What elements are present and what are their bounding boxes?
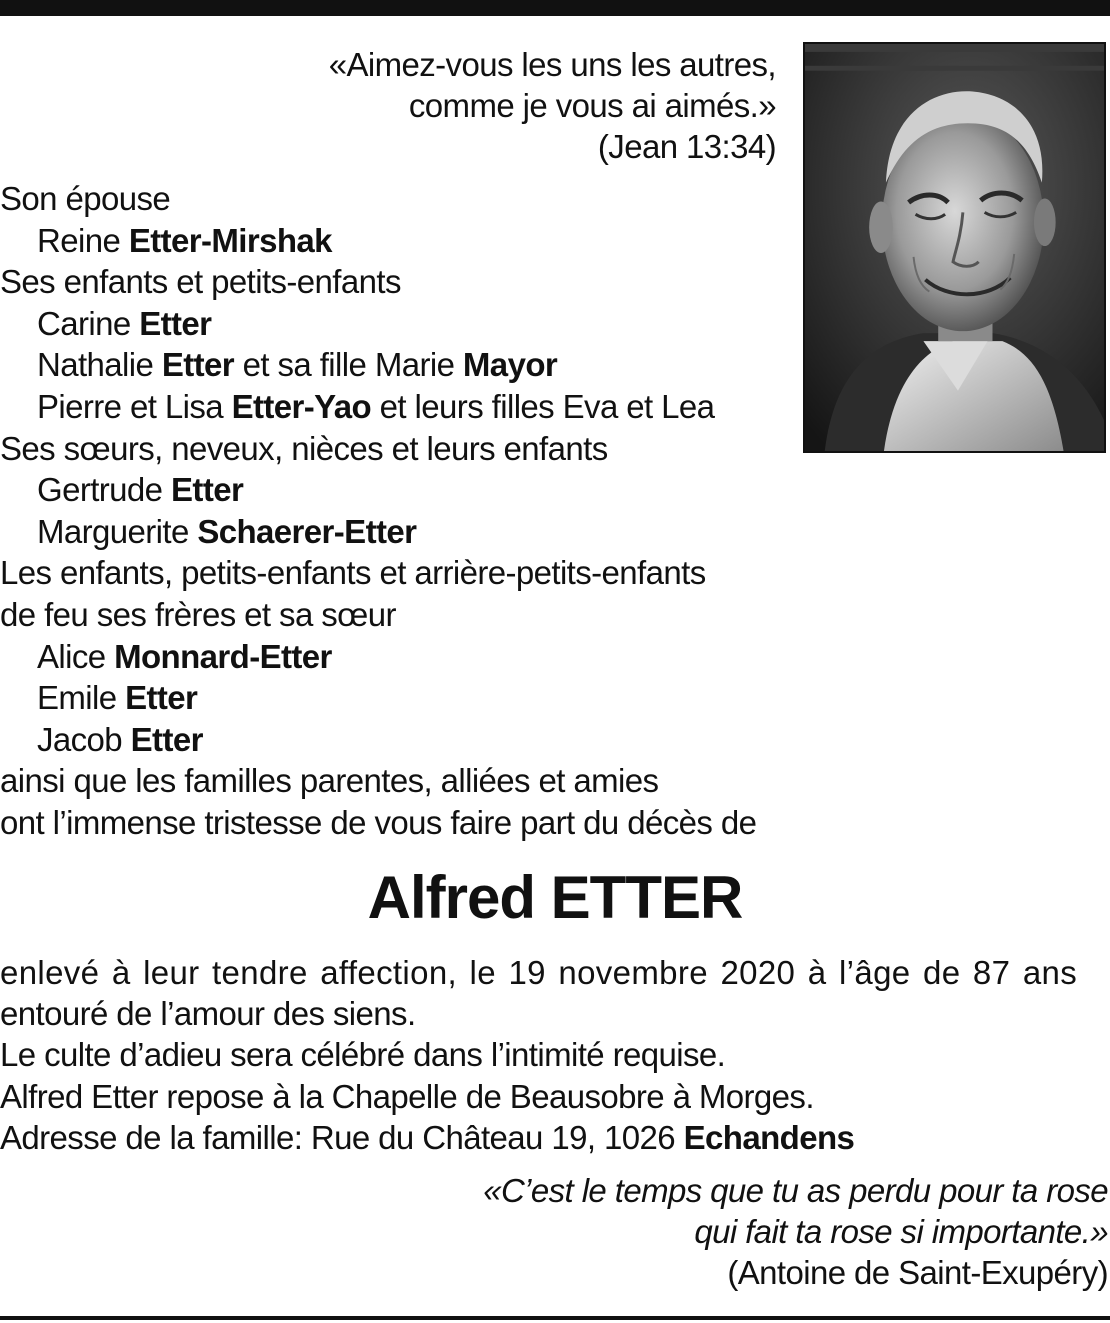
family-list	[0, 178, 756, 844]
portrait-icon	[805, 44, 1104, 451]
bible-verse	[329, 44, 776, 167]
closing-line: ainsi que les familles parentes, alliées et amies	[0, 762, 659, 800]
quote-line-1: «C’est le temps que tu as perdu pour ta rose	[483, 1172, 1108, 1209]
closing-quote	[483, 1170, 1108, 1293]
family-member: Emile Etter	[37, 679, 198, 717]
quote-author: (Antoine de Saint-Exupéry)	[727, 1254, 1108, 1291]
children-heading: Ses enfants et petits-enfants	[0, 263, 401, 301]
spouse-heading: Son épouse	[0, 180, 171, 217]
siblings-heading: Ses sœurs, neveux, nièces et leurs enfants	[0, 429, 608, 467]
quote-line-2: qui fait ta rose si importante.»	[694, 1213, 1108, 1250]
family-address: Adresse de la famille: Rue du Château 19, 1026 Echandens	[0, 1118, 855, 1156]
late-siblings-heading: Les enfants, petits-enfants et arrière-petits-enfants	[0, 554, 706, 592]
family-member: Pierre et Lisa Etter-Yao et leurs filles Eva et Lea	[37, 387, 715, 425]
closing-line: ont l’immense tristesse de vous faire part du décès de	[0, 803, 757, 841]
details-line: enlevé à leur tendre affection, le 19 novembre 2020 à l’âge de 87 ans	[0, 954, 1078, 991]
verse-line-1: «Aimez-vous les uns les autres,	[328, 46, 776, 83]
details-line: entouré de l’amour des siens.	[0, 995, 416, 1033]
family-member: Alice Monnard-Etter	[37, 637, 332, 675]
family-member: Nathalie Etter et sa fille Marie Mayor	[37, 346, 558, 384]
family-member: Jacob Etter	[37, 720, 203, 758]
family-member: Gertrude Etter	[37, 471, 244, 509]
verse-reference: (Jean 13:34)	[597, 128, 776, 165]
family-member: Reine Etter-Mirshak	[37, 221, 332, 259]
details-line: Le culte d’adieu sera célébré dans l’intimité requise.	[0, 1036, 726, 1074]
family-member: Marguerite Schaerer-Etter	[37, 512, 417, 550]
verse-line-2: comme je vous ai aimés.»	[408, 87, 776, 124]
obituary-details	[0, 952, 1077, 1158]
family-member: Carine Etter	[37, 304, 212, 342]
top-rule	[0, 0, 1110, 16]
bottom-rule	[0, 1316, 1110, 1320]
portrait-photo	[803, 42, 1106, 453]
late-siblings-heading: de feu ses frères et sa sœur	[0, 595, 396, 633]
deceased-name: Alfred ETTER	[367, 864, 743, 931]
details-line: Alfred Etter repose à la Chapelle de Beausobre à Morges.	[0, 1077, 814, 1115]
